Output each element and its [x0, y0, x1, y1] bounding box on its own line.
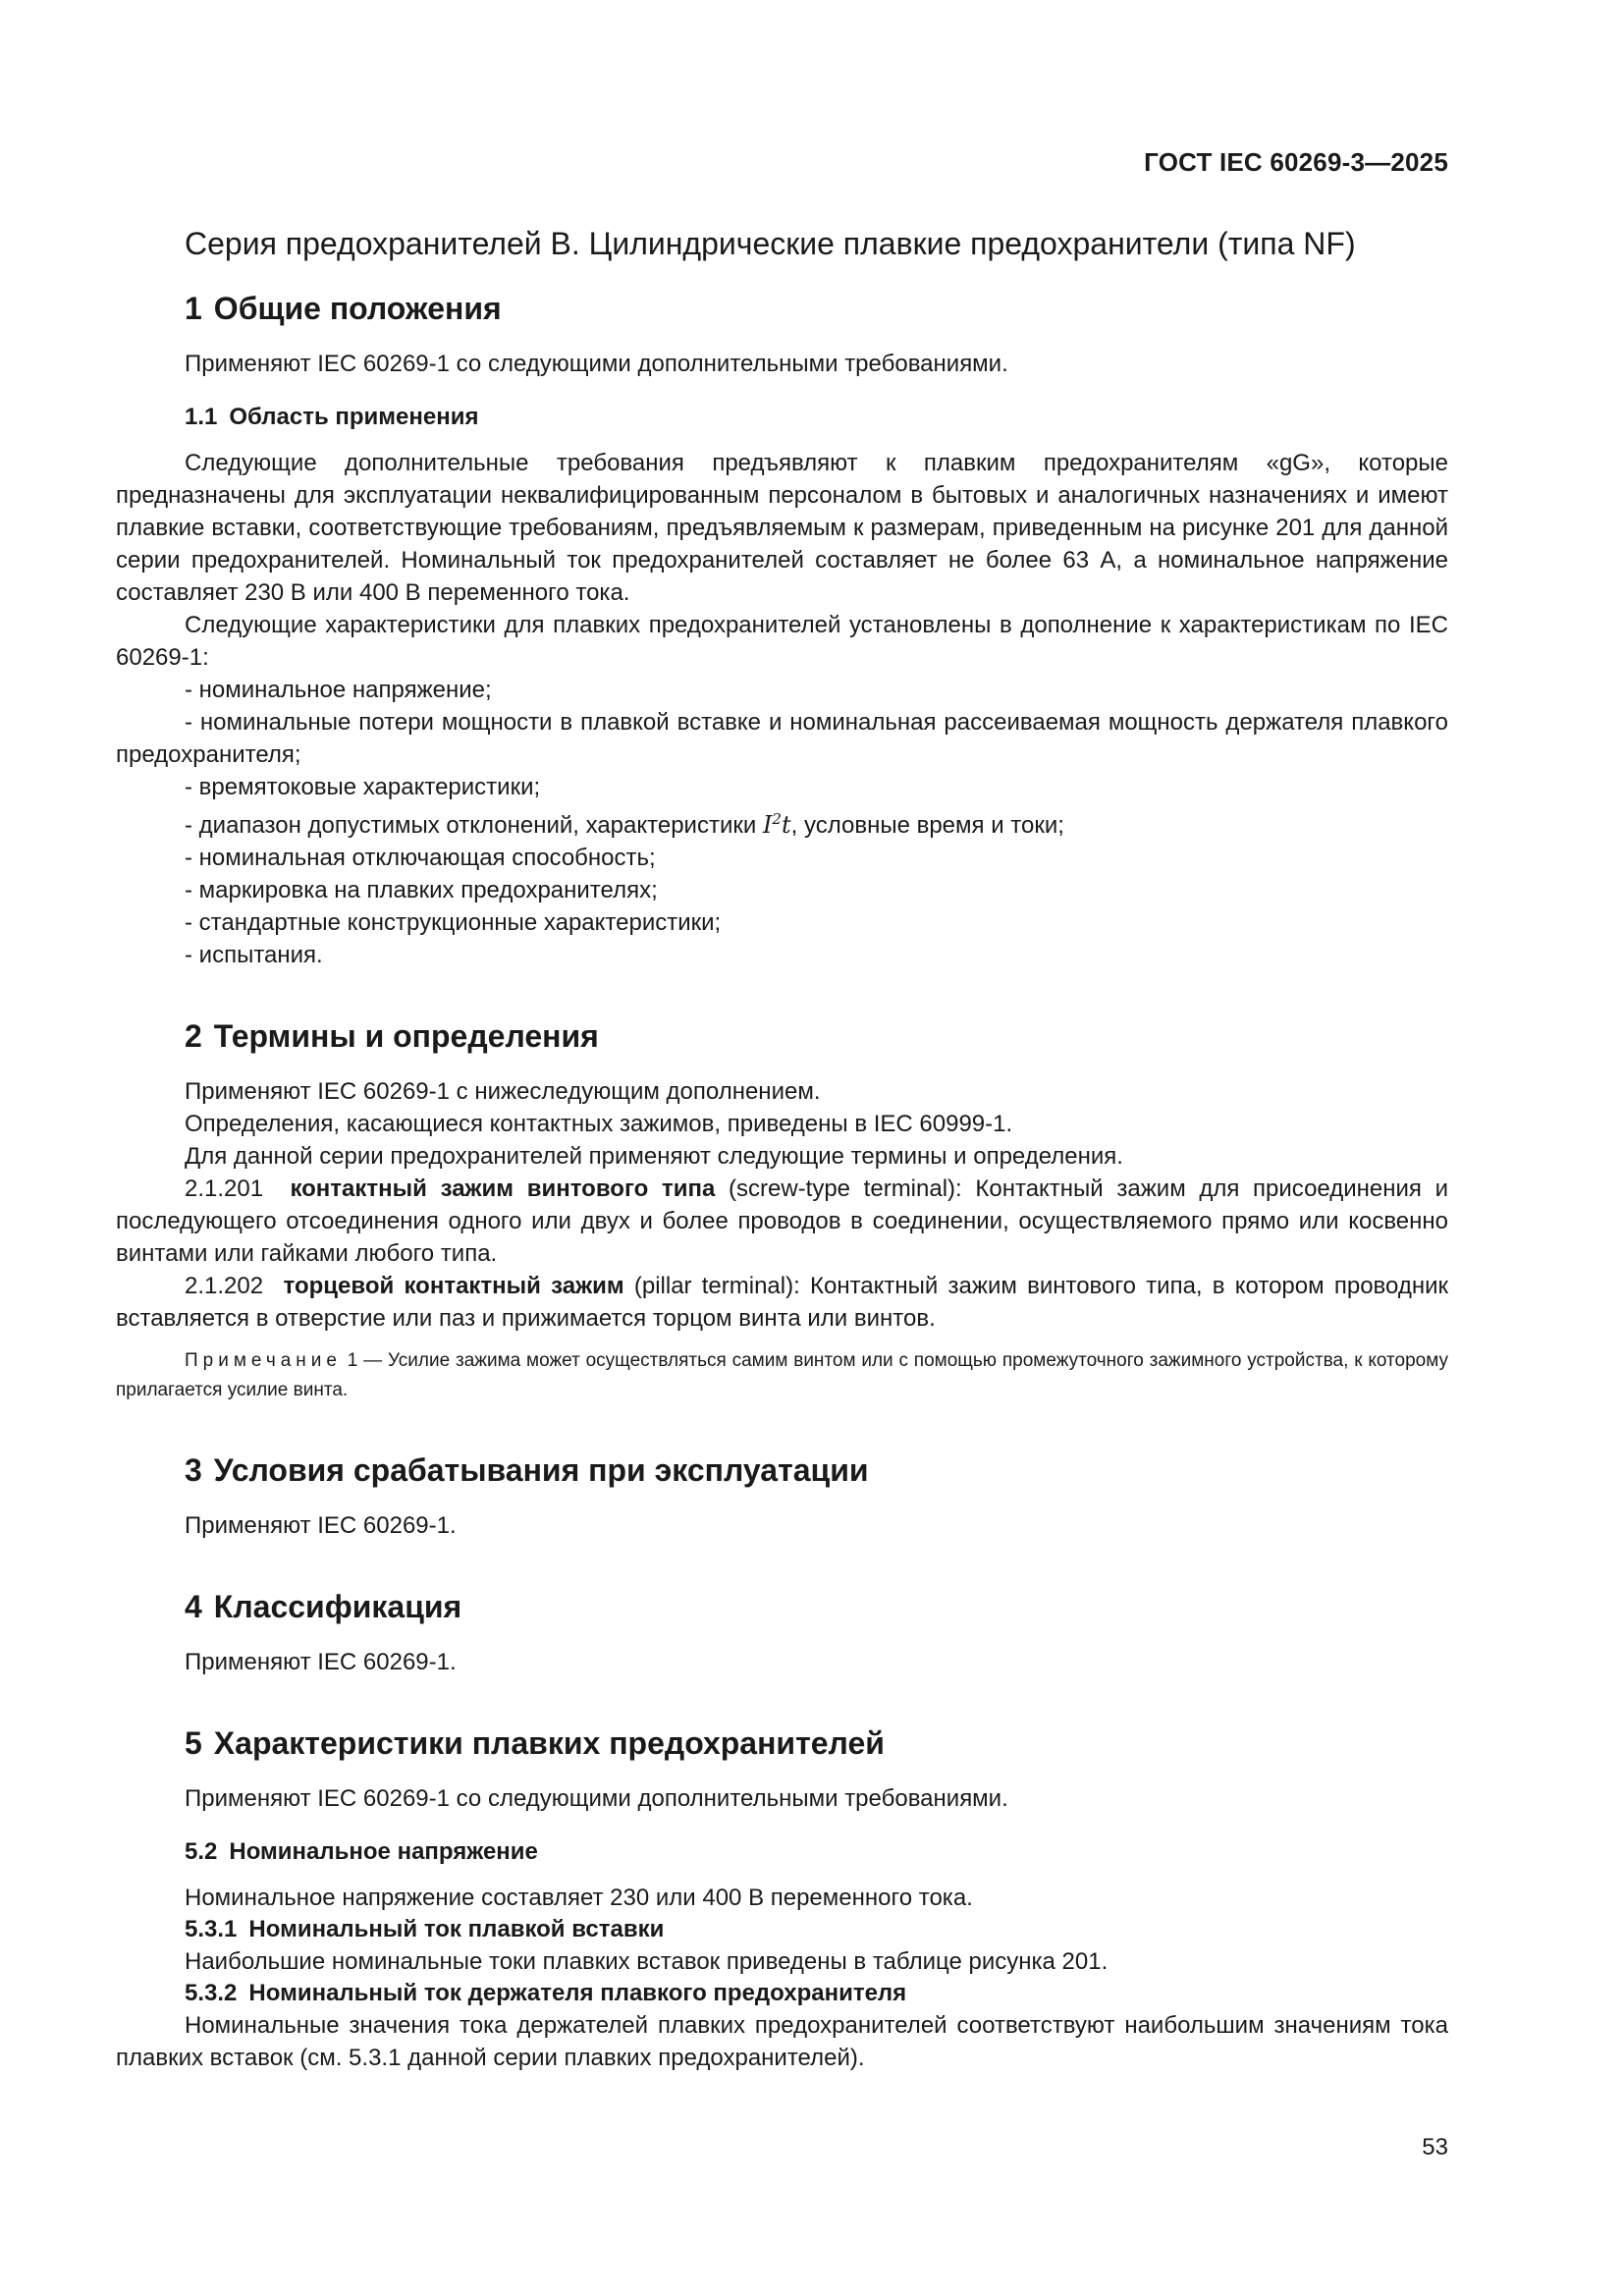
section-title: Термины и определения [213, 1018, 599, 1054]
term-name: контактный зажим винтового типа [290, 1175, 716, 1202]
section-5-heading [116, 1723, 1448, 1763]
term-text: (screw-type terminal): Контактный зажим для присоединения и последующего отсоединения одного или двух и более проводов в соединении, осуществляемого прямо или косвенно винтами или гайками любого типа. [116, 1175, 1448, 1267]
subsection-title: Номинальный ток держателя плавкого предохранителя [248, 1980, 907, 2006]
section-3-heading [116, 1450, 1448, 1490]
list-item: - стандартные конструкционные характеристики; [185, 909, 722, 936]
subsection-5-3-2-heading [116, 1978, 1448, 2009]
subsection-5-2-heading [116, 1836, 1448, 1868]
section-number: 5 [185, 1725, 202, 1761]
subsection-number: 5.3.1 [185, 1916, 238, 1942]
series-title: Серия предохранителей В. Цилиндрические плавкие предохранители (типа NF) [185, 226, 1356, 261]
section-title: Характеристики плавких предохранителей [213, 1725, 885, 1761]
section-title: Условия срабатывания при эксплуатации [213, 1452, 869, 1488]
section-number: 1 [185, 291, 202, 326]
list-item-text: - диапазон допустимых отклонений, характеристики [185, 812, 763, 839]
subsection-1-1-heading [116, 402, 1448, 433]
list-item-i2t [116, 803, 1448, 842]
section-2-paragraph: Для данной серии предохранителей применяют следующие термины и определения. [185, 1143, 1123, 1170]
section-number: 4 [185, 1589, 202, 1624]
term-text: (pillar terminal): Контактный зажим винтового типа, в котором проводник вставляется в отверстие или паз и прижимается торцом винта или винтов. [116, 1273, 1449, 1332]
subsection-number: 5.3.2 [185, 1980, 238, 2006]
term-number: 2.1.201 [185, 1175, 264, 1202]
subsection-number: 5.2 [185, 1838, 218, 1865]
section-title: Классификация [213, 1589, 462, 1624]
subsection-5-3-2-text: Номинальные значения тока держателей плавких предохранителей соответствуют наибольшим значениям тока плавких вставок (см. 5.3.1 данной серии плавких предохранителей). [116, 2012, 1448, 2071]
section-number: 2 [185, 1018, 202, 1054]
list-item: - маркировка на плавких предохранителях; [185, 877, 658, 903]
formula-exponent: 2 [772, 810, 782, 828]
term-definition-2-1-201 [116, 1173, 1448, 1270]
list-item: - номинальная отключающая способность; [185, 845, 656, 871]
list-item: - испытания. [185, 942, 323, 968]
term-number: 2.1.202 [185, 1273, 264, 1299]
section-2-paragraph: Применяют IEC 60269-1 с нижеследующим дополнением. [185, 1078, 821, 1105]
section-2-paragraph: Определения, касающиеся контактных зажимов, приведены в IEC 60999-1. [185, 1111, 1013, 1137]
subsection-title: Номинальное напряжение [229, 1838, 538, 1865]
section-1-intro: Применяют IEC 60269-1 со следующими дополнительными требованиями. [185, 351, 1008, 377]
document-code-header: ГОСТ IEC 60269-3—2025 [1144, 147, 1448, 177]
term-definition-2-1-202 [116, 1270, 1448, 1335]
subsection-title: Область применения [229, 404, 479, 430]
term-name: торцевой контактный зажим [283, 1273, 624, 1299]
formula-t: t [781, 811, 791, 839]
section-title: Общие положения [213, 291, 502, 326]
note-label: Примечание [185, 1350, 342, 1371]
section-2-heading [116, 1016, 1448, 1056]
section-4-paragraph: Применяют IEC 60269-1. [185, 1649, 457, 1675]
subsection-title: Номинальный ток плавкой вставки [248, 1916, 665, 1942]
list-item: - времятоковые характеристики; [185, 774, 541, 800]
subsection-5-3-1-heading [116, 1914, 1448, 1945]
scope-paragraph-2: Следующие характеристики для плавких предохранителей установлены в дополнение к характеристикам по IEC 60269-1: [116, 612, 1448, 671]
note [116, 1346, 1448, 1405]
section-4-heading [116, 1587, 1448, 1626]
list-item-text: , условные время и токи; [790, 812, 1064, 839]
subsection-number: 1.1 [185, 404, 218, 430]
list-item: - номинальное напряжение; [185, 677, 492, 703]
section-1-heading [116, 289, 1448, 328]
note-text: 1 — Усилие зажима может осуществляться самим винтом или с помощью промежуточного зажимного устройства, к которому прилагается усилие винта. [116, 1350, 1448, 1400]
page-content [116, 224, 1448, 2074]
section-5-intro: Применяют IEC 60269-1 со следующими дополнительными требованиями. [185, 1785, 1008, 1812]
document-page [116, 0, 1448, 2296]
subsection-5-3-1-text: Наибольшие номинальные токи плавких вставок приведены в таблице рисунка 201. [185, 1948, 1109, 1975]
page-number: 53 [1422, 2134, 1448, 2160]
section-3-paragraph: Применяют IEC 60269-1. [185, 1512, 457, 1539]
formula-i: I [762, 811, 773, 839]
scope-paragraph-1: Следующие дополнительные требования предъявляют к плавким предохранителям «gG», которые предназначены для эксплуатации неквалифицированным персоналом в бытовых и аналогичных назначениях и имеют плавкие вставки, соответствующие требованиям, предъявляемым к размерам, приведенным на рисунке 201 для данной серии предохранителей. Номинальный ток предохранителей составляет не более 63 А, а номинальное напряжение составляет 230 В или 400 В переменного тока. [116, 450, 1448, 606]
list-item: - номинальные потери мощности в плавкой вставке и номинальная рассеиваемая мощность держателя плавкого предохранителя; [116, 709, 1448, 768]
section-number: 3 [185, 1452, 202, 1488]
subsection-5-2-text: Номинальное напряжение составляет 230 или 400 В переменного тока. [185, 1885, 973, 1911]
